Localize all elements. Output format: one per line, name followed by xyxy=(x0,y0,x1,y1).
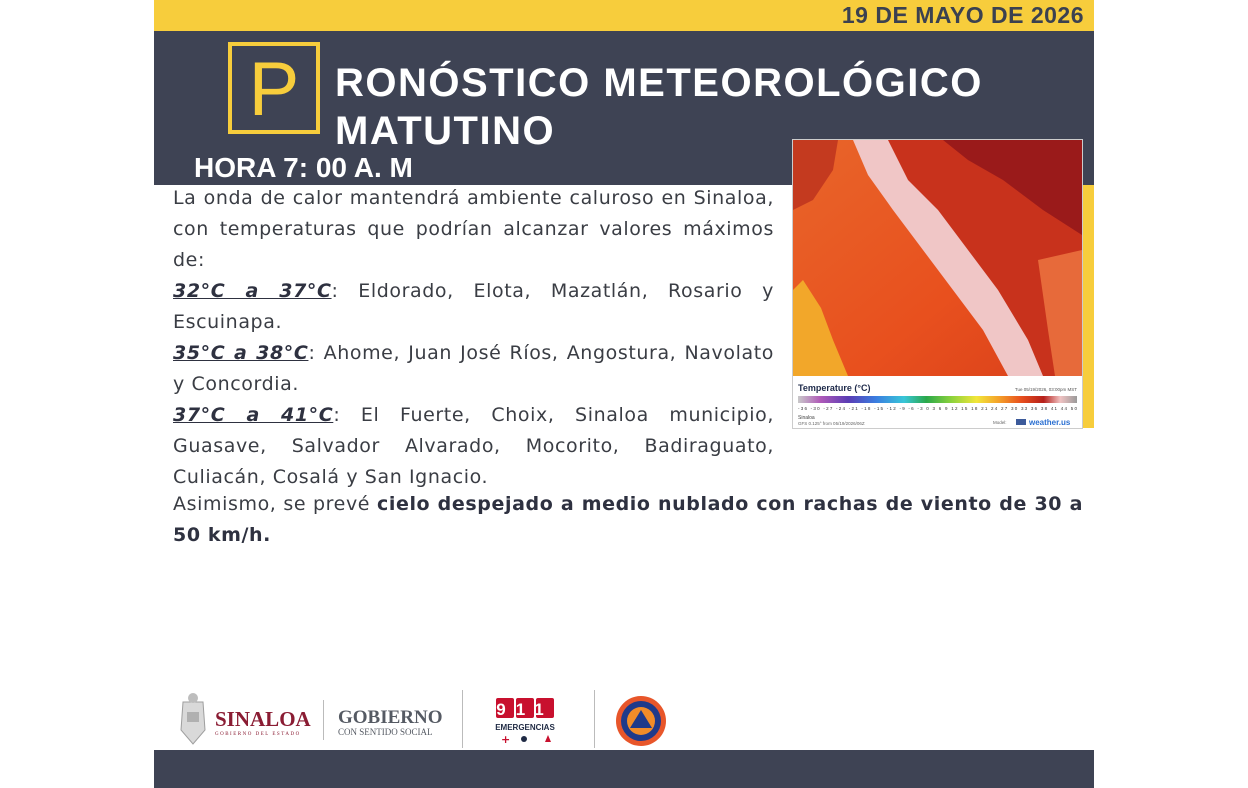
range-places: : Ahome, Juan José Ríos, Angostura, Navolato y Concordia. xyxy=(173,342,774,395)
report-hour: HORA 7: 00 A. M xyxy=(194,152,413,183)
state-subtitle: GOBIERNO DEL ESTADO xyxy=(215,732,301,737)
logo-divider xyxy=(323,700,324,740)
range-places: : El Fuerte, Choix, Sinaloa municipio, Guasave, Salvador Alvarado, Mocorito, Badiraguato, Culiacán, Cosalá y San Ignacio. xyxy=(173,404,774,488)
temperature-scale-bar xyxy=(798,396,1077,403)
report-date: 19 DE MAYO DE 2026 xyxy=(841,2,1084,28)
title-line-1: RONÓSTICO METEOROLÓGICO xyxy=(335,61,983,105)
title-initial-box xyxy=(228,42,320,134)
temperature-map xyxy=(792,139,1083,429)
gov-subtitle: CON SENTIDO SOCIAL xyxy=(338,727,433,737)
legend-valid-time: Tue 05/19/2026, 03:00pm MST xyxy=(1014,387,1077,392)
logo-divider xyxy=(594,690,595,748)
range-value: 32°C a 37°C xyxy=(173,280,332,302)
scale-ticks: -36 -30 -27 -24 -21 -18 -15 -12 -9 -6 -3 0 3 6 9 12 15 18 21 24 27 30 33 36 38 41 44 50 xyxy=(798,406,1077,411)
range-value: 35°C a 38°C xyxy=(173,342,309,364)
range-places: : Eldorado, Elota, Mazatlán, Rosario y Escuinapa. xyxy=(173,280,775,333)
institution-logos xyxy=(178,688,678,750)
top-date-bar xyxy=(154,0,1094,31)
range-value: 37°C a 41°C xyxy=(173,404,334,426)
civil-protection-icon xyxy=(616,696,666,746)
title-initial: P xyxy=(248,47,300,132)
weather-brand: weather.us xyxy=(1029,418,1071,427)
forecast-body xyxy=(173,183,774,493)
logo-divider xyxy=(462,690,463,748)
forecast-card xyxy=(154,0,1094,788)
legend-model-run: GFS 0.125° from 05/19/2026/06Z xyxy=(798,421,865,426)
legend-region: Sinaloa xyxy=(798,415,815,421)
logos-graphic xyxy=(178,688,678,750)
state-shield-icon xyxy=(181,693,205,744)
gov-title: GOBIERNO xyxy=(338,707,443,728)
police-icon xyxy=(521,736,527,742)
legend-model-label: Model: xyxy=(993,420,1007,425)
forecast-intro: La onda de calor mantendrá ambiente caluroso en Sinaloa, con temperaturas que podrían alcanzar valores máximos de: xyxy=(173,187,774,271)
closing-highlight: cielo despejado a medio nublado con rachas de viento de 30 a 50 km/h. xyxy=(173,493,1083,546)
temperature-map-graphic xyxy=(793,140,1082,428)
range-item xyxy=(173,276,774,338)
emergency-label: EMERGENCIAS xyxy=(495,723,555,732)
state-name: SINALOA xyxy=(215,707,311,731)
forecast-closing xyxy=(173,489,1083,551)
emergency-number: 911 xyxy=(496,700,554,719)
title-line-2: MATUTINO xyxy=(335,109,556,153)
range-item xyxy=(173,338,774,400)
range-item xyxy=(173,400,774,493)
cross-icon: + xyxy=(501,733,511,746)
legend-title: Temperature (°C) xyxy=(798,383,871,393)
bottom-bar xyxy=(154,750,1094,788)
fire-icon xyxy=(545,735,551,742)
closing-prefix: Asimismo, se prevé xyxy=(173,493,377,515)
flag-icon xyxy=(1016,419,1026,425)
